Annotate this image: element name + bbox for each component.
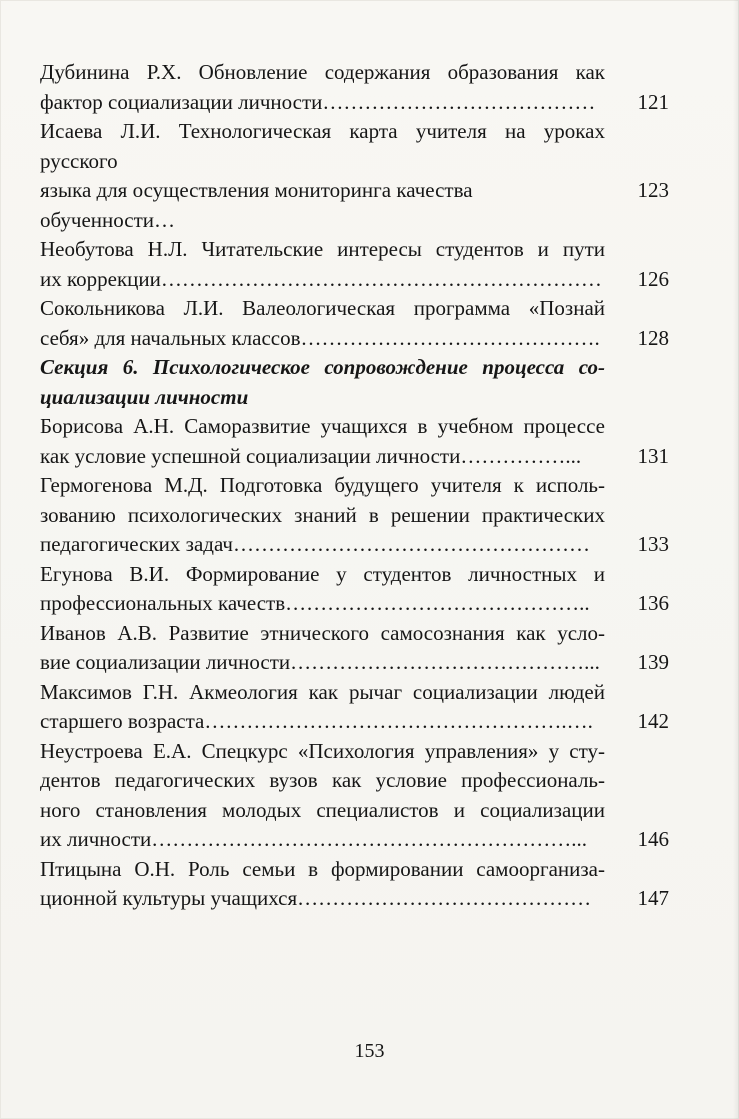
toc-page-number: 133 — [637, 532, 669, 556]
toc-entry-text-line: профессиональных качеств…………………………………….. — [40, 591, 590, 615]
page-edge-shadow — [733, 0, 739, 1119]
toc-entry-text-line: языка для осуществления мониторинга качества обученности… — [40, 178, 473, 232]
toc-entry-ivanov — [40, 619, 670, 678]
page-number: 153 — [354, 1040, 385, 1062]
toc-entry-neobutova — [40, 235, 670, 294]
toc-page-number: 123 — [637, 178, 669, 202]
toc-entry-text-line: Иванов А.В. Развитие этнического самосознания как усло- — [40, 620, 605, 645]
toc-page-number: 128 — [637, 325, 669, 350]
toc-entry-text-line: ного становления молодых специалистов и социализации — [40, 797, 605, 822]
toc-entry-text-line: их личности……………………………………………………... — [40, 827, 588, 851]
toc-page-number: 142 — [637, 709, 669, 733]
toc-entry-text-line: Неустроева Е.А. Спецкурс «Психология управления» у сту- — [40, 738, 605, 763]
toc-entry-neustroeva — [40, 737, 670, 855]
toc-page-number: 121 — [637, 89, 669, 114]
toc-page-number: 147 — [637, 886, 669, 910]
toc-entry-text-line: Птицына О.Н. Роль семьи в формировании самоорганиза- — [40, 856, 605, 881]
toc-entry-text-line: их коррекции……………………………………………………… — [40, 266, 602, 291]
toc-page-number: 126 — [637, 266, 669, 291]
section-heading-line: циализации личности — [40, 384, 249, 409]
toc-entry-text-line: Дубинина Р.Х. Обновление содержания образования как — [40, 60, 605, 84]
toc-page-number: 136 — [637, 591, 669, 615]
toc-entry-ptitsyna — [40, 855, 670, 914]
toc-page-number: 146 — [637, 827, 669, 851]
toc-entry-text-line: педагогических задач…………………………………………… — [40, 532, 590, 556]
toc-page-number: 131 — [637, 443, 669, 468]
toc-entry-text-line: дентов педагогических вузов как условие профессиональ- — [40, 768, 605, 792]
toc-entry-isaeva — [40, 117, 670, 235]
toc-entry-text-line: старшего возраста…………………………………………….…. — [40, 709, 593, 733]
toc-entry-text-line: ционной культуры учащихся…………………………………… — [40, 886, 592, 910]
toc-entry-text-line: Гермогенова М.Д. Подготовка будущего учителя к исполь- — [40, 473, 605, 497]
toc-entry-text-line: Необутова Н.Л. Читательские интересы студентов и пути — [40, 237, 605, 261]
toc-entry-borisova — [40, 412, 670, 471]
toc-entry-egunova — [40, 560, 670, 619]
toc-entry-text-line: фактор социализации личности………………………………… — [40, 89, 596, 114]
toc-entry-text-line: Максимов Г.Н. Акмеология как рычаг социализации людей — [40, 679, 605, 704]
table-of-contents — [40, 58, 670, 914]
toc-entry-text-line: Борисова А.Н. Саморазвитие учащихся в учебном процессе — [40, 414, 605, 438]
toc-entry-maksimov — [40, 678, 670, 737]
toc-entry-text-line: Сокольникова Л.И. Валеологическая программа «Познай — [40, 296, 605, 320]
toc-entry-text-line: себя» для начальных классов……………………………………. — [40, 325, 600, 350]
toc-section-heading-6 — [40, 353, 670, 412]
toc-page-number: 139 — [637, 650, 669, 674]
toc-entry-text-line: Егунова В.И. Формирование у студентов личностных и — [40, 561, 605, 586]
toc-entry-text-line: вие социализации личности……………………………………... — [40, 650, 600, 674]
toc-entry-text-line: зованию психологических знаний в решении практических — [40, 502, 605, 527]
toc-entry-germogenova — [40, 471, 670, 560]
toc-entry-text-line: как условие успешной социализации личности……………... — [40, 443, 582, 468]
toc-entry-text-line: Исаева Л.И. Технологическая карта учителя на уроках русского — [40, 119, 605, 173]
toc-entry-sokolnikova — [40, 294, 670, 353]
section-heading-line: Секция 6. Психологическое сопровождение процесса со- — [40, 355, 605, 379]
toc-entry-dubinina — [40, 58, 670, 117]
